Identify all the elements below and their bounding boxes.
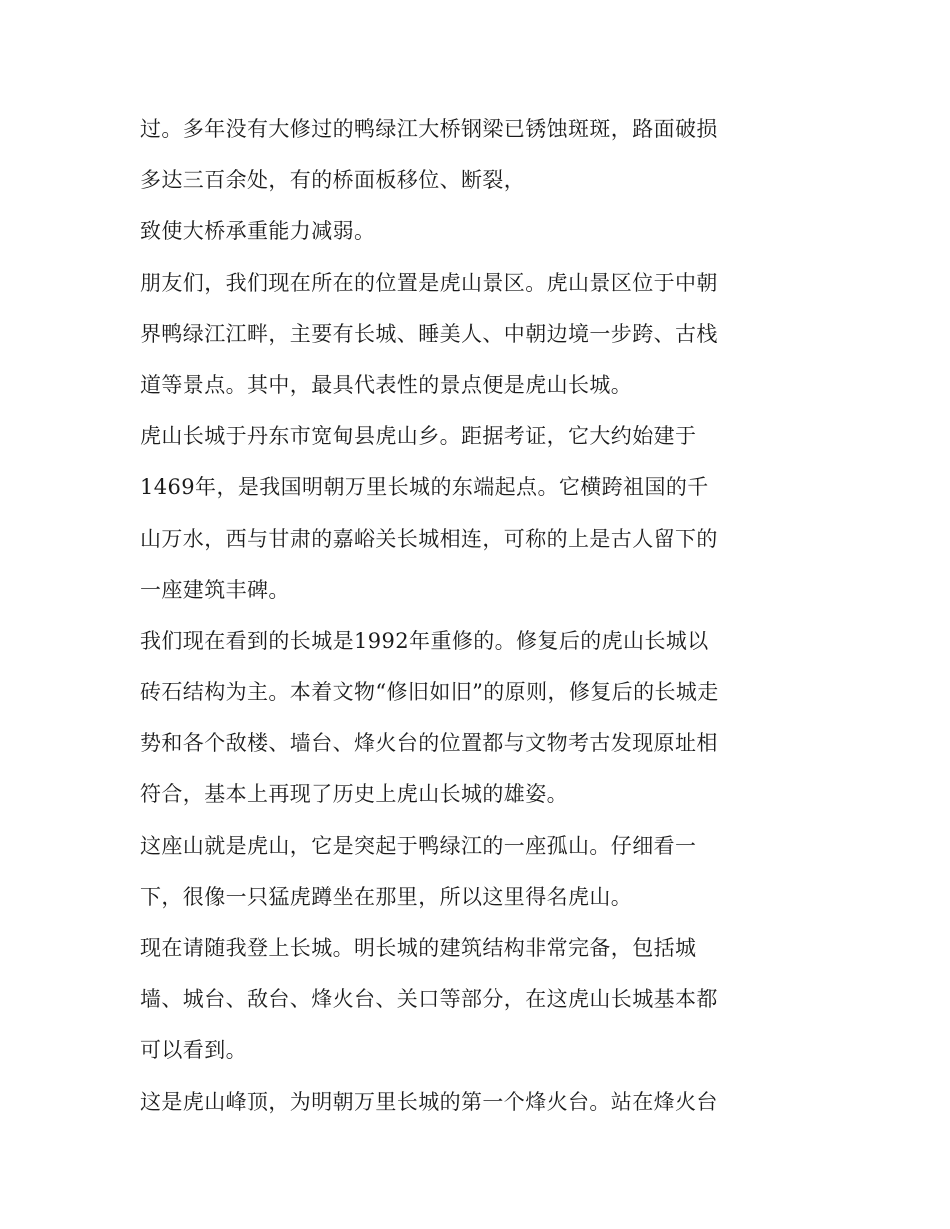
text-line-7: 虎山长城于丹东市宽甸县虎山乡。距据考证，它大约始建于 — [140, 424, 697, 449]
text-line-5: 界鸭绿江江畔，主要有长城、睡美人、中朝边境一步跨、古栈 — [140, 321, 718, 346]
text-line-13: 势和各个敌楼、墙台、烽火台的位置都与文物考古发现原址相 — [140, 731, 718, 756]
text-line-9: 山万水，西与甘肃的嘉峪关长城相连，可称的上是古人留下的 — [140, 526, 718, 551]
text-line-4: 朋友们，我们现在所在的位置是虎山景区。虎山景区位于中朝 — [140, 270, 718, 295]
text-line-11: 我们现在看到的长城是1992年重修的。修复后的虎山长城以 — [140, 628, 709, 653]
text-line-16: 下，很像一只猛虎蹲坐在那里，所以这里得名虎山。 — [140, 884, 633, 909]
text-line-17: 现在请随我登上长城。明长城的建筑结构非常完备，包括城 — [140, 936, 697, 960]
text-line-3: 致使大桥承重能力减弱。 — [140, 219, 376, 244]
document-body — [140, 104, 820, 1128]
text-line-10: 一座建筑丰碑。 — [140, 577, 290, 602]
text-line-14: 符合，基本上再现了历史上虎山长城的雄姿。 — [140, 782, 568, 807]
text-line-12: 砖石结构为主。本着文物“修旧如旧”的原则，修复后的长城走 — [140, 680, 719, 705]
text-line-8: 1469年，是我国明朝万里长城的东端起点。它横跨祖国的千 — [140, 475, 709, 500]
text-line-18: 墙、城台、敌台、烽火台、关口等部分，在这虎山长城基本都 — [140, 987, 718, 1012]
text-line-19: 可以看到。 — [140, 1038, 247, 1063]
text-line-1: 过。多年没有大修过的鸭绿江大桥钢梁已锈蚀斑斑，路面破损 — [140, 117, 718, 141]
text-line-15: 这座山就是虎山，它是突起于鸭绿江的一座孤山。仔细看一 — [140, 833, 697, 858]
text-line-2: 多达三百余处，有的桥面板移位、断裂， — [140, 168, 526, 193]
text-line-6: 道等景点。其中，最具代表性的景点便是虎山长城。 — [140, 372, 633, 397]
text-line-20: 这是虎山峰顶，为明朝万里长城的第一个烽火台。站在烽火台 — [140, 1089, 718, 1114]
